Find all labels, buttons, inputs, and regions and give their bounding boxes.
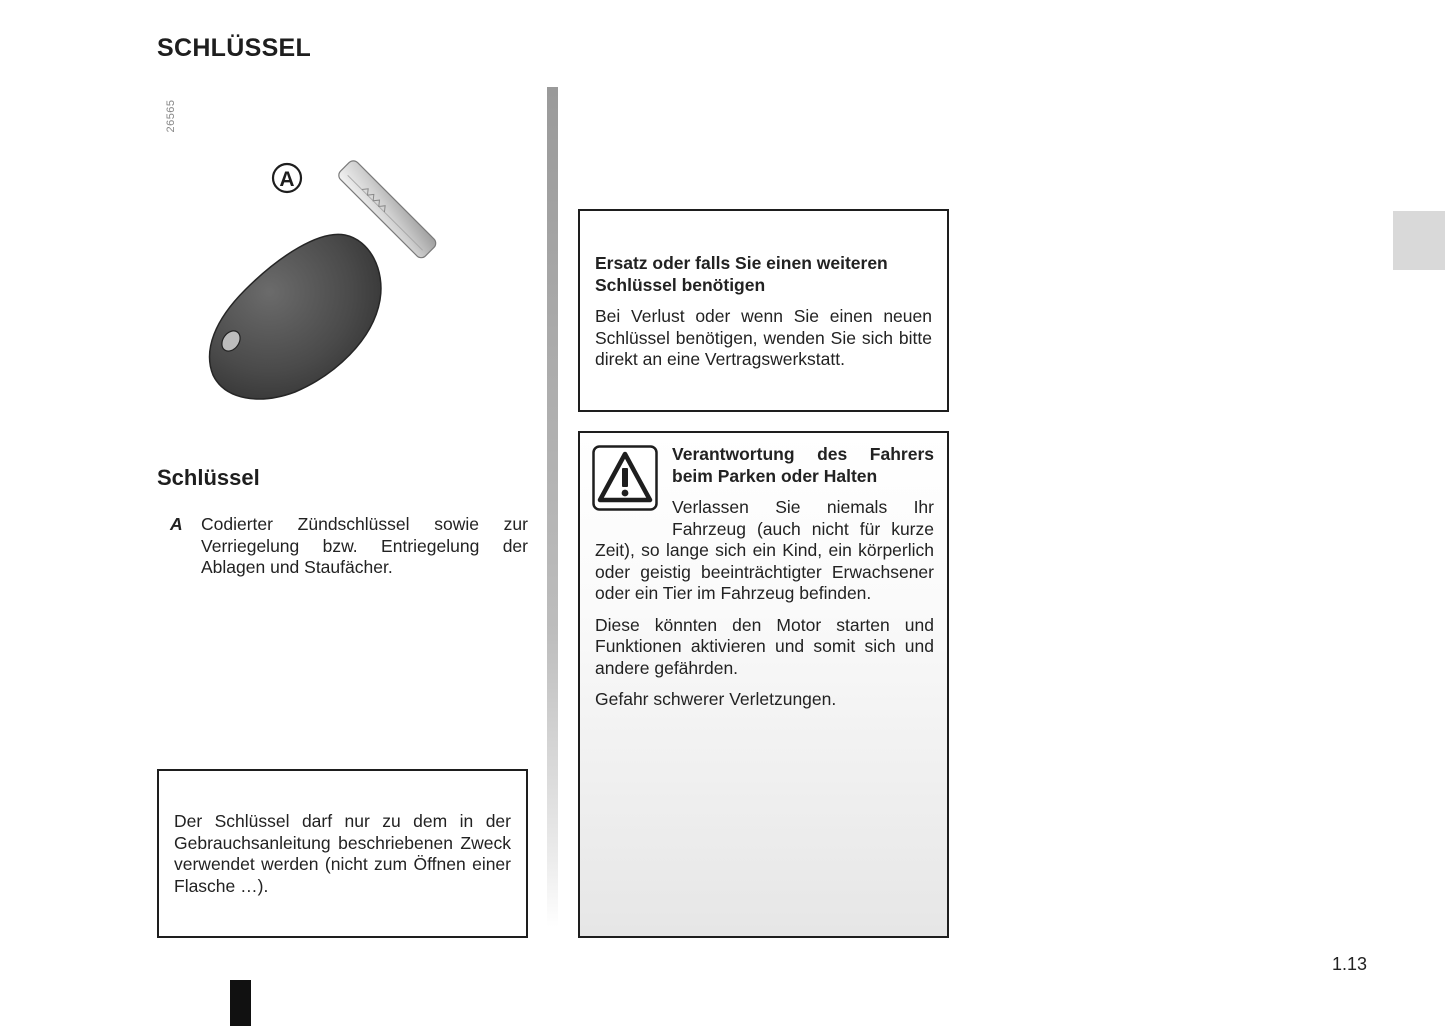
legend-item-a	[157, 514, 528, 579]
legend-letter: A	[170, 514, 183, 534]
svg-text:A: A	[279, 168, 295, 191]
thumb-marker	[230, 980, 251, 1026]
figure-number: 26565	[165, 99, 177, 133]
callout-a	[273, 164, 301, 192]
warning-paragraph-1: Verlassen Sie niemals Ihr Fahrzeug (auch nicht für kurze Zeit), so lange sich ein Kind, ein körperlich oder geistig beeinträchtigter Erwachsener oder ein Tier im Fahrzeug befinden.	[595, 497, 934, 603]
info-text: Bei Verlust oder wenn Sie einen neuen Schlüssel benötigen, wenden Sie sich bitte direkt an eine Vertragswerkstatt.	[595, 306, 932, 369]
warning-box	[578, 431, 949, 938]
chapter-tab	[1393, 211, 1445, 270]
legend-text: Codierter Zündschlüssel sowie zur Verriegelung bzw. Entriegelung der Ablagen und Staufächer.	[201, 514, 528, 577]
page-number: 1.13	[1332, 954, 1368, 974]
info-box	[578, 209, 949, 412]
key-head	[210, 234, 381, 399]
column-divider	[547, 87, 558, 927]
car-key-illustration	[195, 150, 495, 420]
warning-heading: Verantwortung des Fahrers beim Parken oder Halten	[672, 444, 934, 486]
warning-paragraph-2: Diese könnten den Motor starten und Funktionen aktivieren und somit sich und andere gefährden.	[595, 614, 934, 678]
warning-paragraph-3: Gefahr schwerer Verletzungen.	[595, 689, 837, 709]
info-heading: Ersatz oder falls Sie einen weiteren Schlüssel benötigen	[595, 253, 888, 295]
warning-triangle-icon	[592, 445, 658, 511]
section-heading: Schlüssel	[157, 465, 260, 490]
note-box	[157, 769, 528, 938]
page-title: SCHLÜSSEL	[157, 34, 312, 62]
note-text: Der Schlüssel darf nur zu dem in der Gebrauchsanleitung beschriebenen Zweck verwendet werden (nicht zum Öffnen einer Flasche …).	[174, 811, 511, 896]
